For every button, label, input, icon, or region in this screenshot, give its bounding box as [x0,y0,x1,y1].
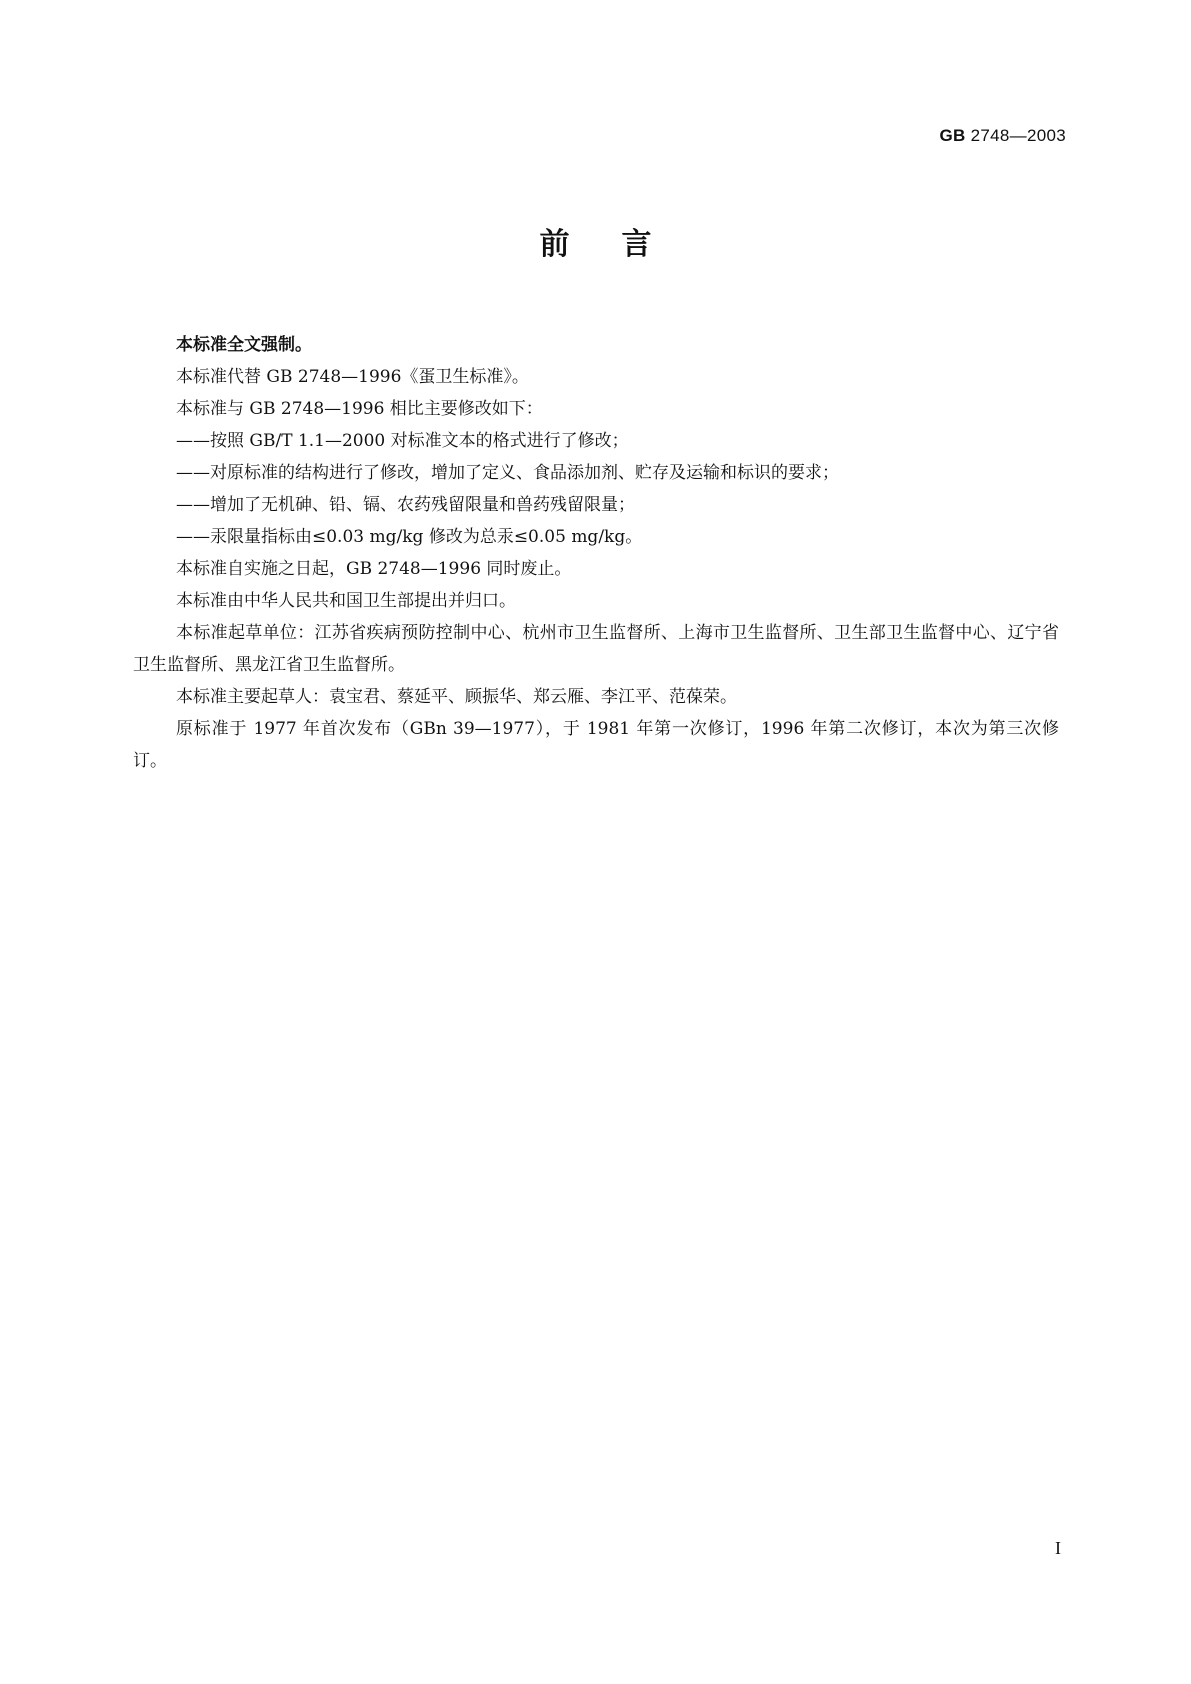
paragraph-replaces: 本标准代替 GB 2748—1996《蛋卫生标准》。 [176,367,529,387]
paragraph-history: 原标准于 1977 年首次发布（GBn 39—1977），于 1981 年第一次修订，1996 年第二次修订，本次为第三次修订。 [133,719,1059,771]
paragraph-proposer: 本标准由中华人民共和国卫生部提出并归口。 [176,591,516,611]
paragraph-drafting-units: 本标准起草单位：江苏省疾病预防控制中心、杭州市卫生监督所、上海市卫生监督所、卫生部卫生监督中心、辽宁省卫生监督所、黑龙江省卫生监督所。 [133,623,1059,675]
list-item-change-mercury: ——汞限量指标由≤0.03 mg/kg 修改为总汞≤0.05 mg/kg。 [176,527,643,547]
standard-prefix: GB [939,126,966,145]
standard-code: 2748—2003 [965,126,1066,145]
paragraph-drafters: 本标准主要起草人：袁宝君、蔡延平、顾振华、郑云雁、李江平、范葆荣。 [176,687,737,707]
paragraph-changes-intro: 本标准与 GB 2748—1996 相比主要修改如下： [176,399,543,419]
paragraph-abolish: 本标准自实施之日起，GB 2748—1996 同时废止。 [176,559,572,579]
page-number: I [1055,1538,1061,1558]
list-item-change-format: ——按照 GB/T 1.1—2000 对标准文本的格式进行了修改； [176,431,629,451]
list-item-change-structure: ——对原标准的结构进行了修改，增加了定义、食品添加剂、贮存及运输和标识的要求； [176,463,839,483]
standard-number [940,126,1066,146]
page-title: 前言 [539,227,704,262]
list-item-change-limits: ——增加了无机砷、铅、镉、农药残留限量和兽药残留限量； [176,495,635,515]
paragraph-mandatory: 本标准全文强制。 [176,335,312,355]
foreword-body [133,329,1059,777]
